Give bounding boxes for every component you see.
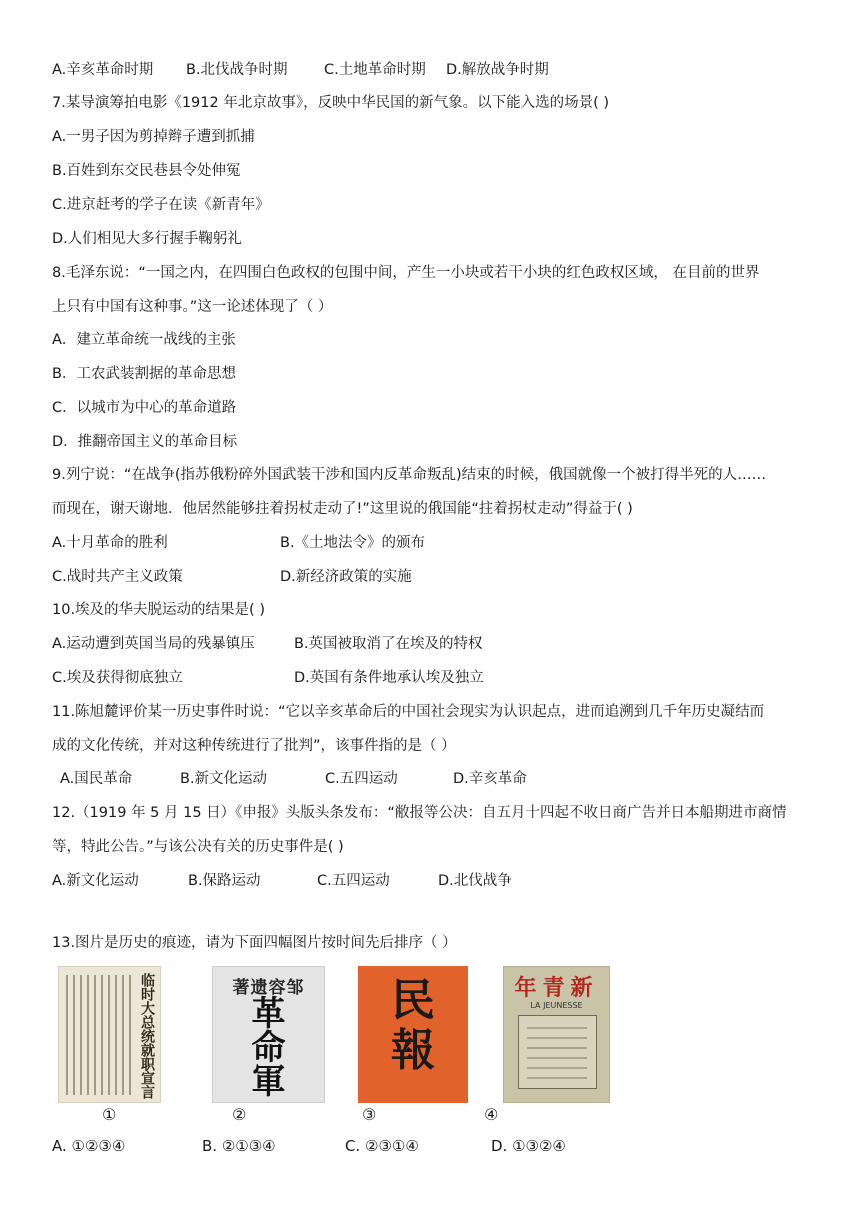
- question-7: 7.某导演筹拍电影《1912 年北京故事》，反映中华民国的新气象。以下能入选的场景( ): [52, 95, 610, 111]
- image-2-caption: ②: [232, 1105, 247, 1124]
- q9-option-a: A.十月革命的胜利: [52, 535, 168, 551]
- question-8-line-1: 8.毛泽东说：“一国之内，在四围白色政权的包围中间，产生一小块或若干小块的红色政权区域， 在目前的世界: [52, 265, 760, 281]
- q8-option-c: C．以城市为中心的革命道路: [52, 400, 237, 416]
- q6-option-a: A.辛亥革命时期: [52, 62, 154, 78]
- q13-option-d: D. ①③②④: [491, 1137, 566, 1155]
- q12-option-c: C.五四运动: [317, 873, 390, 889]
- min-bao-title: [358, 976, 468, 1076]
- q9-option-d: D.新经济政策的实施: [280, 569, 412, 585]
- image-geming-jun: [212, 966, 325, 1103]
- q10-option-a: A.运动遭到英国当局的残暴镇压: [52, 636, 255, 652]
- question-9-line-2: 而现在，谢天谢地．他居然能够拄着拐杖走动了!”这里说的俄国能“拄着拐杖走动”得益于( ): [52, 501, 633, 517]
- big-char-3: 軍: [251, 1062, 286, 1102]
- proclamation-title: 临时大总统就职宣言: [139, 973, 155, 1099]
- q7-option-a: A.一男子因为剪掉辫子遭到抓捕: [52, 129, 255, 145]
- big-char-1: 革: [251, 994, 286, 1034]
- question-11-line-1: 11.陈旭麓评价某一历史事件时说：“它以辛亥革命后的中国社会现实为认识起点，进而追溯到几千年历史凝结而: [52, 704, 765, 720]
- q6-option-c: C.土地革命时期: [324, 62, 426, 78]
- q12-option-a: A.新文化运动: [52, 873, 139, 889]
- q12-option-d: D.北伐战争: [438, 873, 512, 889]
- image-1-caption: ①: [102, 1105, 117, 1124]
- q7-option-b: B.百姓到东交民巷县令处伸冤: [52, 163, 241, 179]
- jeunesse-subtitle: LA JEUNESSE: [530, 1001, 583, 1010]
- jeunesse-portrait-icon: [519, 1016, 596, 1088]
- q7-option-d: D.人们相见大多行握手鞠躬礼: [52, 231, 242, 247]
- question-10: 10.埃及的华夫脱运动的结果是( ): [52, 602, 265, 618]
- q10-option-b: B.英国被取消了在埃及的特权: [294, 636, 483, 652]
- q7-option-c: C.进京赶考的学子在读《新青年》: [52, 197, 270, 213]
- question-13: 13.图片是历史的痕迹，请为下面四幅图片按时间先后排序（ ）: [52, 935, 457, 951]
- q13-option-a: A. ①②③④: [52, 1137, 126, 1155]
- question-12-line-1: 12.（1919 年 5 月 15 日）《申报》头版头条发布：“敝报等公决：自五月十四起不收日商广告并日本船期进市商情: [52, 805, 787, 821]
- q8-option-d: D．推翻帝国主义的革命目标: [52, 434, 238, 450]
- jeunesse-portrait-frame: [518, 1015, 597, 1089]
- q6-option-b: B.北伐战争时期: [186, 62, 288, 78]
- image-proclamation: [58, 966, 161, 1103]
- question-8-line-2: 上只有中国有这种事。”这一论述体现了（ ）: [52, 299, 333, 315]
- image-min-bao: [358, 966, 468, 1103]
- question-11-line-2: 成的文化传统，并对这种传统进行了批判”，该事件指的是（ ）: [52, 738, 456, 754]
- q11-option-c: C.五四运动: [325, 771, 398, 787]
- q12-option-b: B.保路运动: [188, 873, 261, 889]
- q11-option-b: B.新文化运动: [180, 771, 268, 787]
- image-la-jeunesse: [503, 966, 610, 1103]
- q13-option-b: B. ②①③④: [202, 1137, 276, 1155]
- question-12-line-2: 等，特此公告。”与该公决有关的历史事件是( ): [52, 839, 344, 855]
- bao-char: 報: [391, 1025, 435, 1076]
- q13-option-c: C. ②③①④: [345, 1137, 419, 1155]
- q6-option-d: D.解放战争时期: [446, 62, 549, 78]
- image-3-caption: ③: [362, 1105, 377, 1124]
- q10-option-c: C.埃及获得彻底独立: [52, 670, 183, 686]
- q9-option-b: B.《土地法令》的颁布: [280, 535, 426, 551]
- geming-jun-top-title: 著遗容邹: [232, 978, 305, 998]
- jeunesse-top-title: 年青新: [514, 975, 599, 1001]
- q8-option-b: B．工农武装割据的革命思想: [52, 366, 236, 382]
- q11-option-d: D.辛亥革命: [453, 771, 527, 787]
- big-char-2: 命: [251, 1028, 286, 1068]
- min-char: 民: [391, 975, 435, 1026]
- image-4-caption: ④: [484, 1105, 499, 1124]
- q10-option-d: D.英国有条件地承认埃及独立: [294, 670, 484, 686]
- q9-option-c: C.战时共产主义政策: [52, 569, 183, 585]
- q11-option-a: A.国民革命: [60, 771, 133, 787]
- question-9-line-1: 9.列宁说：“在战争(指苏俄粉碎外国武装干涉和国内反革命叛乱)结束的时候，俄国就像一个被打得半死的人……: [52, 467, 767, 483]
- geming-jun-big-title: [213, 994, 324, 1102]
- q8-option-a: A．建立革命统一战线的主张: [52, 332, 236, 348]
